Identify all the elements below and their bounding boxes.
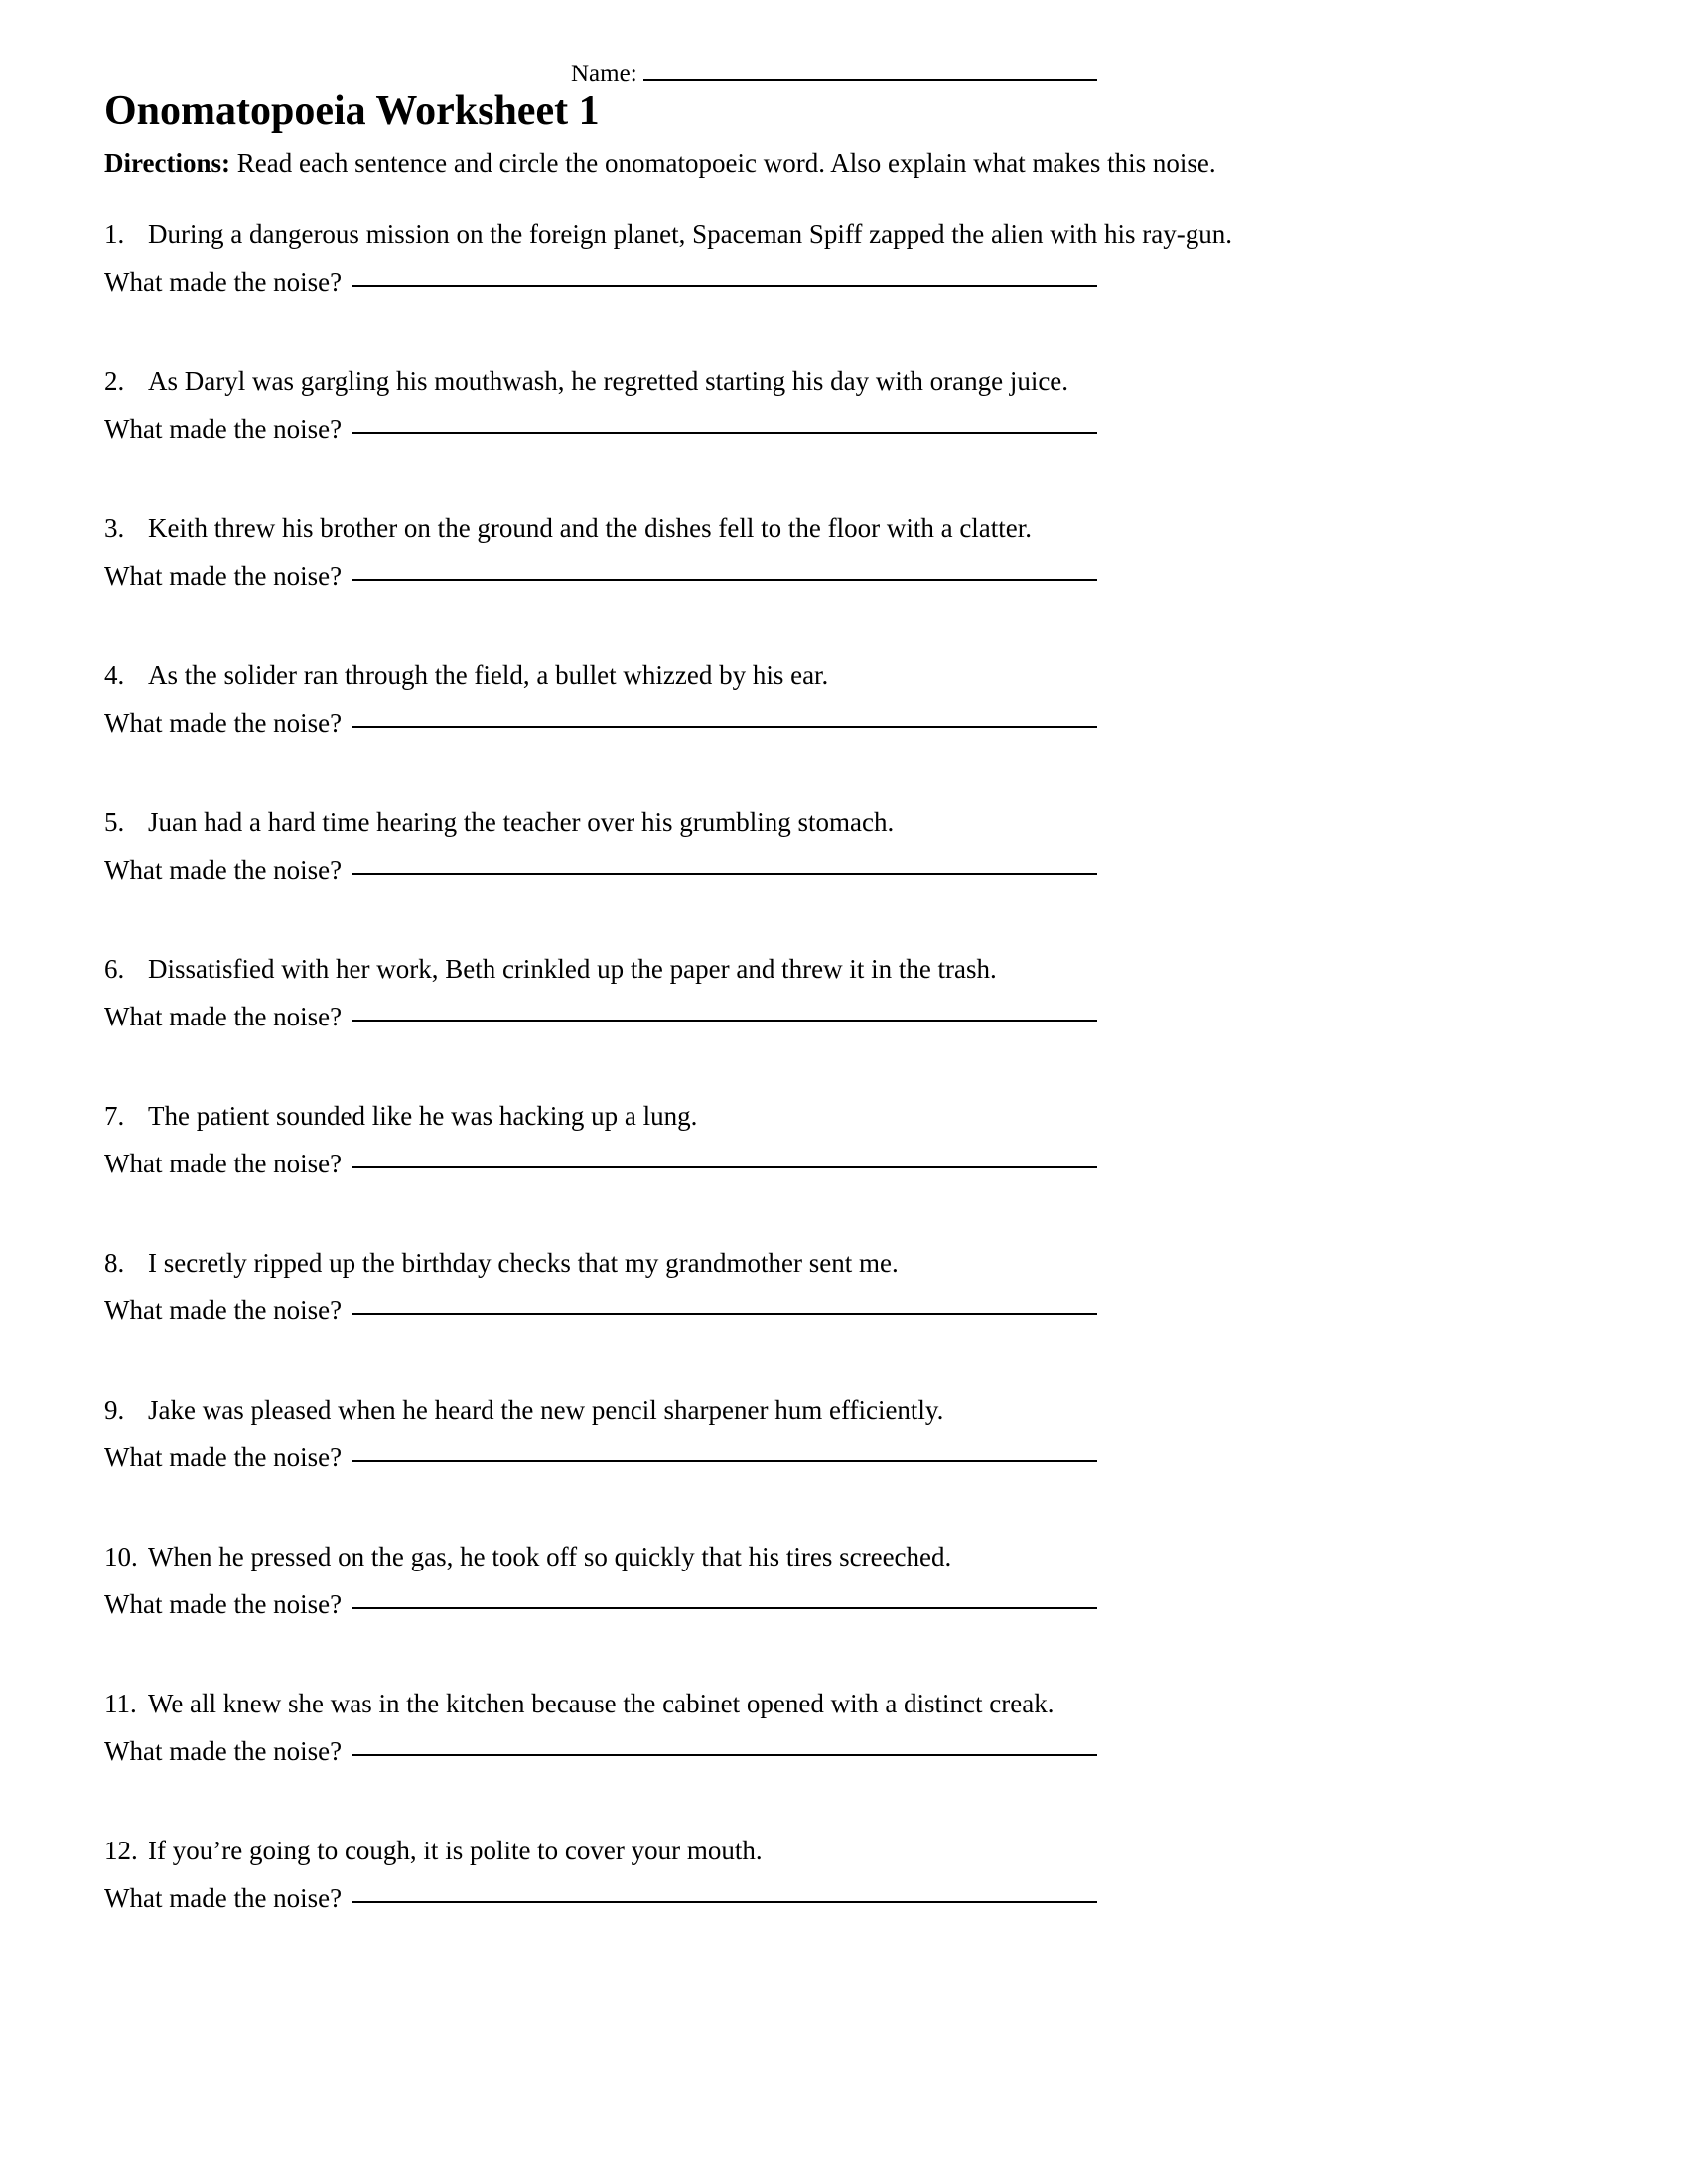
question-text: If you’re going to cough, it is polite to cover your mouth. — [148, 1835, 763, 1865]
answer-write-in-rule[interactable] — [352, 1754, 1097, 1756]
answer-prompt: What made the noise? — [104, 708, 343, 738]
question-list — [104, 195, 1232, 1958]
question-text: The patient sounded like he was hacking up a lung. — [148, 1100, 698, 1131]
question-sentence — [104, 1517, 1097, 1572]
question-block — [104, 1223, 1097, 1348]
directions-text: Read each sentence and circle the onomatopoeic word. Also explain what makes this noise. — [236, 148, 1216, 178]
answer-row — [104, 1441, 1097, 1495]
question-sentence — [104, 488, 1097, 544]
question-number: 7. — [104, 1100, 125, 1131]
answer-prompt: What made the noise? — [104, 414, 343, 444]
question-text: Jake was pleased when he heard the new pencil sharpener hum efficiently. — [148, 1394, 944, 1425]
question-text: When he pressed on the gas, he took off so quickly that his tires screeched. — [148, 1541, 952, 1571]
question-sentence — [104, 1076, 1097, 1132]
answer-prompt: What made the noise? — [104, 1149, 343, 1178]
answer-write-in-rule[interactable] — [352, 579, 1097, 581]
question-block — [104, 1370, 1097, 1495]
question-sentence — [104, 635, 1097, 691]
question-sentence — [104, 929, 1097, 985]
answer-prompt: What made the noise? — [104, 1883, 343, 1913]
question-sentence — [104, 782, 1097, 838]
answer-row — [104, 1882, 1097, 1936]
question-block — [104, 195, 1232, 320]
answer-prompt: What made the noise? — [104, 1736, 343, 1766]
question-block — [104, 488, 1097, 614]
question-text: Juan had a hard time hearing the teacher over his grumbling stomach. — [148, 806, 895, 837]
answer-prompt: What made the noise? — [104, 1002, 343, 1031]
answer-write-in-rule[interactable] — [352, 285, 1097, 287]
name-write-in-rule[interactable] — [643, 79, 1097, 81]
answer-prompt: What made the noise? — [104, 267, 343, 297]
question-number: 1. — [104, 218, 125, 249]
question-sentence — [104, 1223, 1097, 1279]
question-text: Keith threw his brother on the ground and the dishes fell to the floor with a clatter. — [148, 512, 1033, 543]
answer-row — [104, 1735, 1097, 1789]
answer-write-in-rule[interactable] — [352, 432, 1097, 434]
answer-row — [104, 1295, 1097, 1348]
answer-row — [104, 1001, 1097, 1054]
question-number: 6. — [104, 953, 125, 984]
answer-row — [104, 1148, 1097, 1201]
answer-prompt: What made the noise? — [104, 561, 343, 591]
answer-write-in-rule[interactable] — [352, 726, 1097, 728]
answer-write-in-rule[interactable] — [352, 873, 1097, 875]
answer-prompt: What made the noise? — [104, 1296, 343, 1325]
question-number: 11. — [104, 1688, 137, 1718]
question-block — [104, 782, 1097, 907]
directions-line — [104, 147, 1216, 181]
question-sentence — [104, 195, 1232, 250]
question-text: During a dangerous mission on the foreign planet, Spaceman Spiff zapped the alien with his ray-gun. — [148, 218, 1232, 249]
question-block — [104, 1664, 1097, 1789]
question-text: As Daryl was gargling his mouthwash, he regretted starting his day with orange juice. — [148, 365, 1069, 396]
question-text: I secretly ripped up the birthday checks that my grandmother sent me. — [148, 1247, 899, 1278]
question-number: 4. — [104, 659, 125, 690]
question-text: As the solider ran through the field, a bullet whizzed by his ear. — [148, 659, 829, 690]
name-field-row — [571, 62, 1097, 86]
answer-row — [104, 560, 1097, 614]
question-block — [104, 341, 1097, 467]
answer-prompt: What made the noise? — [104, 855, 343, 885]
question-block — [104, 1811, 1097, 1936]
question-number: 3. — [104, 512, 125, 543]
answer-write-in-rule[interactable] — [352, 1901, 1097, 1903]
question-text: Dissatisfied with her work, Beth crinkled up the paper and threw it in the trash. — [148, 953, 997, 984]
page-title: Onomatopoeia Worksheet 1 — [104, 88, 600, 134]
answer-write-in-rule[interactable] — [352, 1460, 1097, 1462]
question-number: 5. — [104, 806, 125, 837]
question-block — [104, 929, 1097, 1054]
answer-row — [104, 413, 1097, 467]
question-number: 10. — [104, 1541, 138, 1571]
question-block — [104, 1517, 1097, 1642]
answer-row — [104, 1588, 1097, 1642]
question-sentence — [104, 1370, 1097, 1426]
question-number: 8. — [104, 1247, 125, 1278]
answer-prompt: What made the noise? — [104, 1589, 343, 1619]
answer-row — [104, 266, 1097, 320]
question-number: 12. — [104, 1835, 138, 1865]
question-number: 2. — [104, 365, 125, 396]
name-label: Name: — [571, 61, 637, 87]
answer-write-in-rule[interactable] — [352, 1166, 1097, 1168]
question-sentence — [104, 1811, 1097, 1866]
answer-prompt: What made the noise? — [104, 1442, 343, 1472]
answer-row — [104, 707, 1097, 760]
answer-write-in-rule[interactable] — [352, 1607, 1097, 1609]
question-text: We all knew she was in the kitchen because the cabinet opened with a distinct creak. — [148, 1688, 1055, 1718]
question-block — [104, 635, 1097, 760]
question-sentence — [104, 1664, 1097, 1719]
answer-write-in-rule[interactable] — [352, 1020, 1097, 1022]
answer-write-in-rule[interactable] — [352, 1313, 1097, 1315]
directions-label: Directions: — [104, 148, 230, 178]
question-block — [104, 1076, 1097, 1201]
question-number: 9. — [104, 1394, 125, 1425]
question-sentence — [104, 341, 1097, 397]
answer-row — [104, 854, 1097, 907]
